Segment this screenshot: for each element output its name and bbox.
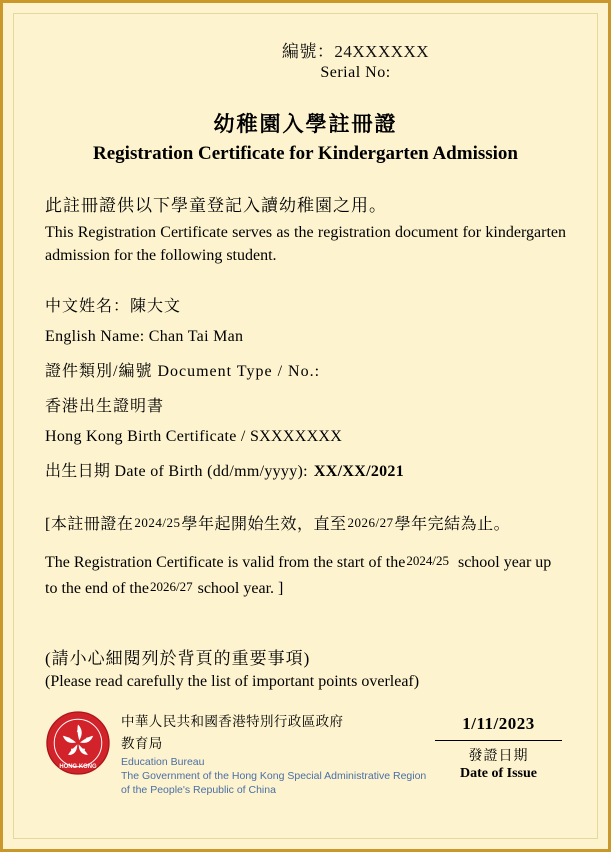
intro-text-en: This Registration Certificate serves as the registration document for kindergarten admission for the following student. bbox=[45, 224, 566, 265]
validity-zh-end-year: 2026/27 bbox=[347, 515, 394, 531]
validity-text-en bbox=[45, 550, 566, 601]
issue-date-block bbox=[431, 708, 566, 782]
issue-date-label-zh: 發證日期 bbox=[468, 748, 529, 764]
document-type-zh: 香港出生證明書 bbox=[45, 398, 165, 416]
issue-date-rule bbox=[435, 740, 562, 741]
page-title-en: Registration Certificate for Kindergarten Admission bbox=[93, 143, 518, 164]
serial-number-value: 24XXXXXX bbox=[334, 42, 430, 61]
validity-en-end-year: 2026/27 bbox=[149, 578, 193, 594]
issue-date-value: 1/11/2023 bbox=[462, 713, 535, 733]
issue-date-label-en: Date of Issue bbox=[460, 765, 537, 781]
validity-section bbox=[45, 511, 566, 601]
date-of-birth-label: 出生日期 Date of Birth (dd/mm/yyyy): bbox=[45, 463, 308, 481]
serial-label-zh: 編號 bbox=[281, 42, 317, 61]
government-name-zh: 中華人民共和國香港特別行政區政府 bbox=[121, 713, 344, 729]
serial-separator: ： bbox=[316, 42, 335, 61]
document-type-en: Hong Kong Birth Certificate / SXXXXXXX bbox=[45, 428, 343, 446]
overleaf-notice bbox=[45, 644, 566, 691]
validity-zh-start-year: 2024/25 bbox=[134, 515, 181, 531]
emblem-caption: HONG KONG bbox=[59, 763, 97, 770]
overleaf-notice-zh: (請小心細閱列於背頁的重要事項) bbox=[45, 648, 311, 668]
validity-zh-part1: [本註冊證在 bbox=[45, 516, 134, 534]
validity-en-part2: school year up to the end of the bbox=[45, 554, 552, 597]
intro-text-zh: 此註冊證供以下學童登記入讀幼稚園之用。 bbox=[45, 196, 387, 215]
validity-zh-part3: 學年完結為止。 bbox=[394, 516, 511, 534]
bureau-name-zh: 教育局 bbox=[121, 735, 163, 751]
validity-en-start-year: 2024/25 bbox=[406, 553, 449, 569]
validity-zh-part2: 學年起開始生效，直至 bbox=[181, 516, 347, 534]
hong-kong-sar-emblem-icon bbox=[45, 710, 111, 776]
certificate-footer bbox=[45, 708, 566, 797]
government-text-block bbox=[121, 708, 431, 797]
validity-en-part1: The Registration Certificate is valid from the start of the bbox=[45, 554, 406, 572]
date-of-birth-row bbox=[45, 458, 566, 481]
document-type-label: 證件類別/編號 Document Type / No.: bbox=[45, 363, 321, 381]
student-details bbox=[45, 293, 566, 481]
government-name-en: The Government of the Hong Kong Special Administrative Region of the People's Republic of China bbox=[121, 769, 427, 796]
validity-text-zh bbox=[45, 511, 566, 534]
date-of-birth-value: XX/XX/2021 bbox=[313, 463, 405, 481]
student-name-zh: 中文姓名：陳大文 bbox=[45, 298, 182, 316]
serial-label-en: Serial No: bbox=[320, 64, 391, 81]
overleaf-notice-en: (Please read carefully the list of important points overleaf) bbox=[45, 672, 420, 690]
serial-number-block bbox=[145, 37, 566, 82]
serial-number-line bbox=[145, 37, 566, 62]
page-title-zh: 幼稚園入學註冊證 bbox=[213, 112, 398, 136]
bureau-name-en: Education Bureau bbox=[121, 755, 205, 768]
validity-en-part3: school year. ] bbox=[197, 579, 284, 597]
government-identity bbox=[45, 708, 431, 797]
student-name-en: English Name: Chan Tai Man bbox=[45, 328, 244, 346]
